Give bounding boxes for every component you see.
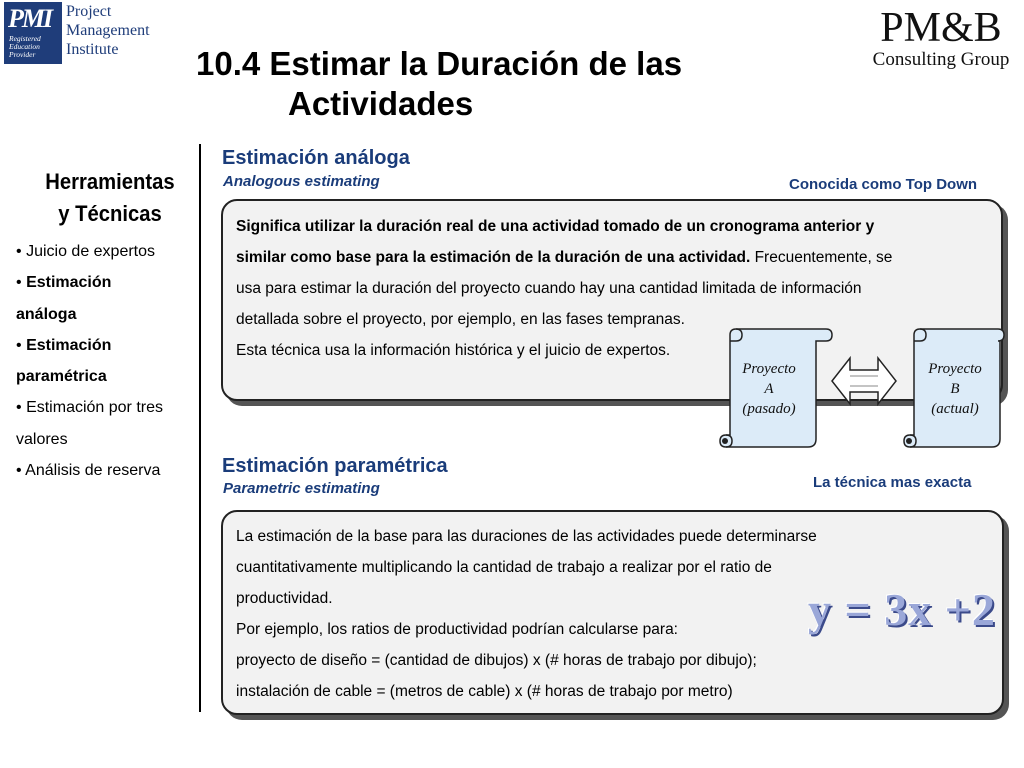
parametric-line: Por ejemplo, los ratios de productividad podrían calcularse para: [236,621,678,638]
analogous-line [236,242,996,273]
analogous-line-bold: Significa utilizar la duración real de una actividad tomado de un cronograma anterior y [236,218,875,235]
sidebar-item-label: Estimación [26,336,112,354]
analogous-line-normal: Frecuentemente, se [750,249,893,266]
bullet: • [16,399,22,417]
vertical-divider [199,144,201,712]
pmb-logo-name: PM&B [880,5,1002,51]
sidebar-item-label-cont: paramétrica [16,368,107,386]
pmi-mark-caption-line: Registered [9,34,41,43]
bullet: • [16,336,22,354]
parametric-line: La estimación de la base para las duraciones de las actividades puede determinarse [236,528,817,545]
scroll-proyecto-b [902,327,992,449]
scroll-b-label [920,359,990,419]
pmi-mark-letters: PMI [8,4,52,33]
scroll-b-line: B [950,381,960,397]
scroll-a-line: Proyecto [742,361,796,377]
pmb-logo-subtitle: Consulting Group [872,49,1010,70]
pmi-mark-caption-line: Provider [9,50,36,59]
sidebar-title-line1: Herramientas [45,169,175,194]
page-title-line1: 10.4 Estimar la Duración de las [196,45,683,82]
scroll-b-line: (actual) [931,401,979,417]
sidebar-item-juicio [16,236,194,267]
bullet: • [16,274,22,292]
analogous-line: Esta técnica usa la información histórica y el juicio de expertos. [236,342,671,359]
analogous-line-bold: similar como base para la estimación de la duración de una actividad. [236,249,751,266]
parametric-heading: Estimación paramétrica [222,455,448,477]
parametric-line: instalación de cable = (metros de cable) x (# horas de trabajo por metro) [236,683,733,700]
pmi-mark-caption-line: Education [9,42,40,51]
parametric-note: La técnica mas exacta [813,474,972,491]
analogous-note: Conocida como Top Down [789,176,978,193]
pmi-mark-caption [9,35,41,59]
pmb-logo [866,6,1016,70]
analogous-text [236,211,996,366]
sidebar-item-label: Análisis de reserva [25,462,161,480]
sidebar-item-label-cont: análoga [16,305,77,323]
sidebar-item-label: Juicio de expertos [26,243,156,260]
sidebar-item-analoga [16,267,194,330]
scroll-proyecto-a [718,327,808,449]
sidebar-item-tres-valores [16,392,194,455]
scroll-a-label [734,359,804,419]
analogous-heading: Estimación análoga [222,147,410,169]
pmi-logo-mark [4,2,62,64]
sidebar-item-label-cont: valores [16,430,68,448]
pmi-logo-line: Institute [66,41,119,58]
double-arrow-icon [830,354,898,408]
scroll-a-line: A [764,381,774,397]
page-title-line2: Actividades [288,85,474,122]
sidebar-title-line2: y Técnicas [58,201,162,226]
sidebar-item-reserva [16,455,194,486]
analogous-subheading: Analogous estimating [223,173,380,190]
parametric-line: productividad. [236,590,333,607]
pmi-logo-text [66,2,150,59]
parametric-subheading: Parametric estimating [223,480,380,497]
parametric-line: cuantitativamente multiplicando la cantidad de trabajo a realizar por el ratio de [236,559,772,576]
sidebar-item-label: Estimación por tres [26,399,163,417]
pmi-logo-line: Project [66,3,112,20]
sidebar-title [36,166,183,230]
bullet: • [16,462,22,480]
pmi-logo [4,2,154,68]
analogous-line: usa para estimar la duración del proyecto cuando hay una cantidad limitada de información [236,280,862,297]
bullet: • [16,243,22,260]
page-title [196,44,816,124]
sidebar-item-label: Estimación [26,274,112,292]
analogous-line: detallada sobre el proyecto, por ejemplo, en las fases tempranas. [236,311,685,328]
parametric-line: proyecto de diseño = (cantidad de dibujos) x (# horas de trabajo por dibujo); [236,652,757,669]
sidebar-item-parametrica [16,330,194,393]
analogous-line [236,211,996,242]
sidebar-list [16,236,194,486]
scroll-a-line: (pasado) [742,401,796,417]
scroll-b-line: Proyecto [928,361,982,377]
formula: y = 3x +2 [808,584,996,635]
pmi-logo-line: Management [66,22,150,39]
